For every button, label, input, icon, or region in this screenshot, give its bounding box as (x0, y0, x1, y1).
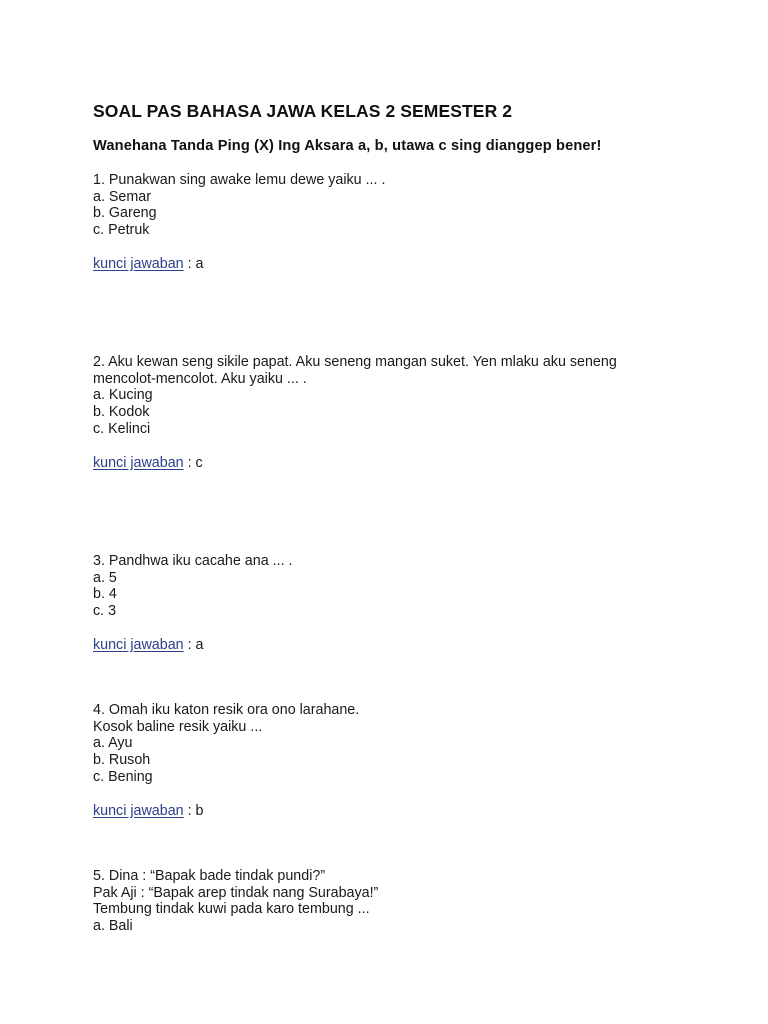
answer-key-value-3: a (195, 636, 204, 653)
question-3 (93, 553, 713, 654)
question-3-option-a: a. 5 (93, 569, 117, 586)
answer-key-link-2[interactable]: kunci jawaban (93, 454, 184, 471)
answer-key-separator: : (183, 802, 196, 819)
question-4-option-a: a. Ayu (93, 735, 133, 752)
answer-key-separator: : (183, 636, 196, 653)
question-1-text: 1. Punakwan sing awake lemu dewe yaiku ... . (93, 172, 386, 188)
question-1-option-b: b. Gareng (93, 205, 157, 222)
question-1-option-c: c. Petruk (93, 222, 150, 239)
question-2-text: 2. Aku kewan seng sikile papat. Aku seneng mangan suket. Yen mlaku aku seneng (93, 354, 617, 370)
answer-key-separator: : (183, 255, 196, 272)
answer-key-value-2: c (195, 454, 203, 471)
answer-key-link-3[interactable]: kunci jawaban (93, 636, 184, 653)
question-1 (93, 172, 713, 273)
question-5-dialogue-1: 5. Dina : “Bapak bade tindak pundi?” (93, 868, 326, 884)
question-1-option-a: a. Semar (93, 188, 152, 205)
answer-key-4 (93, 803, 713, 820)
question-2 (93, 354, 713, 471)
question-3-option-b: b. 4 (93, 586, 117, 603)
answer-key-separator: : (183, 454, 196, 471)
question-4-text: 4. Omah iku katon resik ora ono larahane. (93, 702, 360, 718)
question-2-option-a: a. Kucing (93, 387, 153, 404)
question-4 (93, 702, 713, 819)
instruction-text: Wanehana Tanda Ping (X) Ing Aksara a, b, utawa c sing dianggep bener! (93, 138, 602, 154)
question-5-option-a: a. Bali (93, 918, 133, 935)
question-4-option-c: c. Bening (93, 768, 153, 785)
question-5 (93, 868, 713, 935)
question-5-dialogue-2: Pak Aji : “Bapak arep tindak nang Surabaya!” (93, 884, 379, 901)
answer-key-1 (93, 256, 713, 273)
answer-key-value-4: b (195, 802, 204, 819)
answer-key-2 (93, 455, 713, 472)
question-5-text: Tembung tindak kuwi pada karo tembung ... (93, 901, 370, 918)
question-3-text: 3. Pandhwa iku cacahe ana ... . (93, 553, 293, 569)
question-4-option-b: b. Rusoh (93, 752, 151, 769)
question-2-text-continued: mencolot-mencolot. Aku yaiku ... . (93, 370, 307, 387)
answer-key-link-4[interactable]: kunci jawaban (93, 802, 184, 819)
question-2-option-c: c. Kelinci (93, 420, 151, 437)
question-2-option-b: b. Kodok (93, 404, 150, 421)
question-4-text-continued: Kosok baline resik yaiku ... (93, 718, 263, 735)
answer-key-value-1: a (195, 255, 204, 272)
answer-key-3 (93, 637, 713, 654)
question-3-option-c: c. 3 (93, 603, 117, 620)
page-title: SOAL PAS BAHASA JAWA KELAS 2 SEMESTER 2 (93, 101, 513, 121)
answer-key-link-1[interactable]: kunci jawaban (93, 255, 184, 272)
